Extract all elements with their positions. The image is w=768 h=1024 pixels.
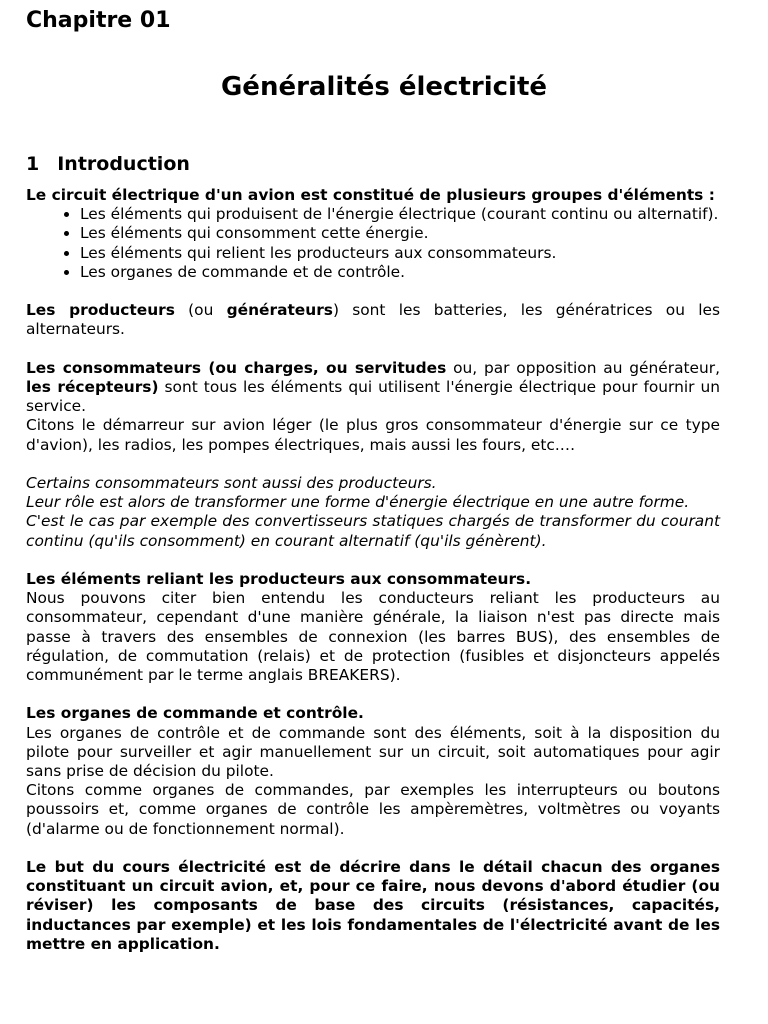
conclusion-paragraph: Le but du cours électricité est de décrire dans le détail chacun des organes constituant un circuit avion, et, pour ce faire, nous devons d'abord étudier (ou réviser) les composants de base des circuits (résistances, capacités, inductances par exemple) et les lois fondamentales de l'électricité avant de les mettre en application.: [26, 858, 720, 953]
consommateurs-text-2: sont tous les éléments qui utilisent l'énergie électrique pour fournir un service.: [26, 378, 720, 416]
list-item: • Les organes de commande et de contrôle.: [80, 263, 720, 282]
italic-note-3: C'est le cas par exemple des convertisseurs statiques chargés de transformer du courant continu (qu'ils consomment) en courant alternatif (qu'ils génèrent).: [26, 512, 720, 550]
list-item: • Les éléments qui relient les producteurs aux consommateurs.: [80, 244, 720, 263]
generateurs-term: générateurs: [226, 301, 333, 320]
reliant-paragraph: Nous pouvons citer bien entendu les conducteurs reliant les producteurs au consommateur, cependant d'une manière générale, la liaison n'est pas directe mais passe à travers des ensembles de connexion (les barres BUS), des ensembles de régulation, de commutation (relais) et de protection (fusibles et disjoncteurs appelés communément par le terme anglais BREAKERS).: [26, 589, 720, 685]
section-number: 1: [26, 153, 40, 175]
consommateurs-text-1: ou, par opposition au générateur,: [446, 358, 720, 377]
consommateurs-paragraph: [26, 359, 720, 417]
italic-note-2: Leur rôle est alors de transformer une forme d'énergie électrique en une autre forme.: [26, 493, 690, 512]
organes-paragraph-1: Les organes de contrôle et de commande sont des éléments, soit à la disposition du pilote pour surveiller et agir manuellement sur un circuit, soit automatiques pour agir sans prise de décision du pilote.: [26, 723, 720, 781]
page-title: Généralités électricité: [220, 72, 548, 102]
organes-paragraph-2: Citons comme organes de commandes, par exemples les interrupteurs ou boutons poussoirs et, comme organes de contrôle les ampèremètres, voltmètres ou voyants (d'alarme ou de fonctionnement normal).: [26, 781, 720, 838]
organes-heading: Les organes de commande et contrôle.: [26, 704, 364, 723]
document-body: [26, 186, 720, 954]
list-item: • Les éléments qui produisent de l'énergie électrique (courant continu ou alternatif).: [80, 205, 720, 224]
consommateurs-examples: Citons le démarreur sur avion léger (le plus gros consommateur d'énergie sur ce type d'avion), les radios, les pompes électriques, mais aussi les fours, etc.…: [26, 416, 720, 454]
italic-note-1: Certains consommateurs sont aussi des producteurs.: [26, 474, 437, 492]
list-item: • Les éléments qui consomment cette énergie.: [80, 224, 720, 243]
reliant-heading: Les éléments reliant les producteurs aux consommateurs.: [26, 570, 532, 588]
producteurs-text-2: ) sont les batteries, les génératrices ou les alternateurs.: [26, 301, 721, 339]
section-heading: [26, 153, 190, 175]
producteurs-paragraph: [26, 301, 720, 339]
consommateurs-term: Les consommateurs (ou charges, ou servitudes: [26, 358, 447, 377]
recepteurs-term: les récepteurs): [26, 378, 159, 396]
producteurs-term: Les producteurs: [26, 301, 175, 320]
section-title: Introduction: [57, 153, 190, 175]
intro-bullet-list: [26, 205, 720, 282]
chapter-label: Chapitre 01: [26, 8, 171, 33]
producteurs-text-1: (ou: [174, 301, 227, 320]
intro-lead: Le circuit électrique d'un avion est constitué de plusieurs groupes d'éléments :: [26, 186, 715, 204]
